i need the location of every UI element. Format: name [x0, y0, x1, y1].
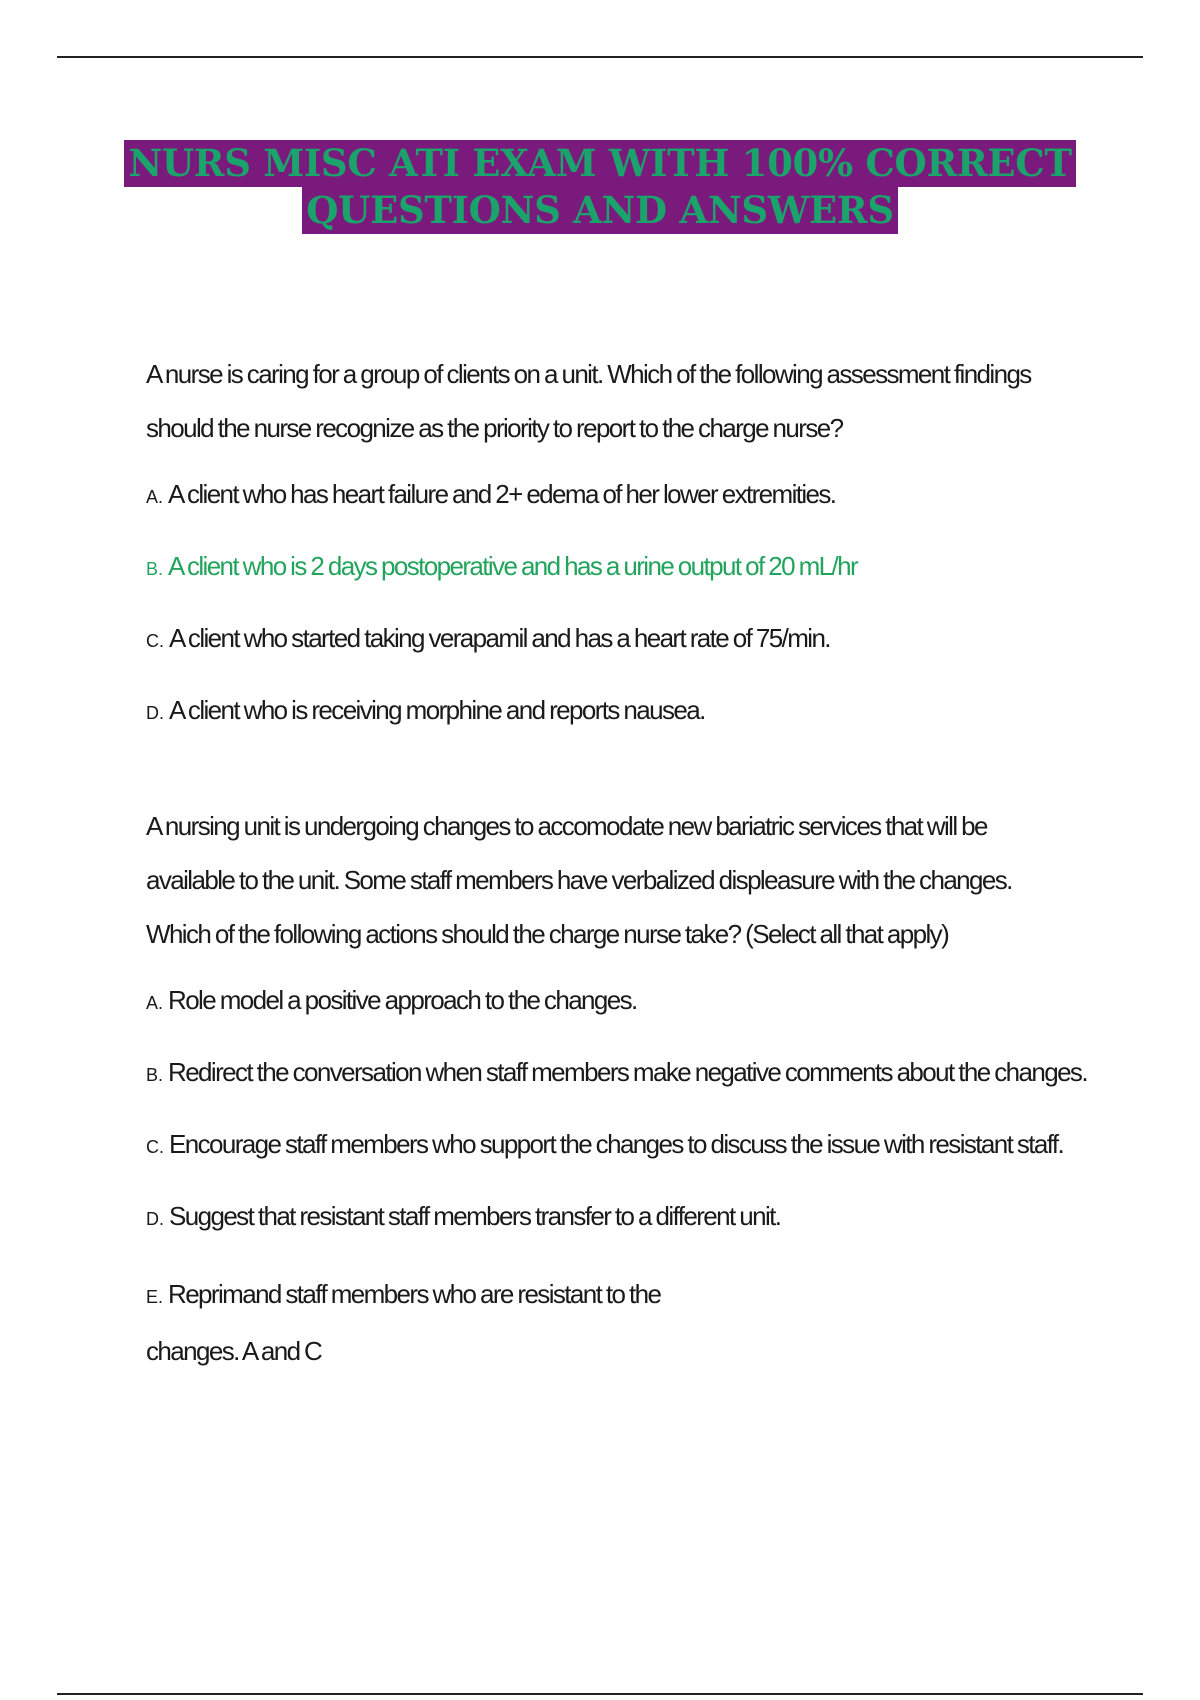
option-letter: B. [146, 1065, 164, 1085]
question-2-line-3: Which of the following actions should the charge nurse take? (Select all that apply) [146, 919, 949, 949]
question-1-option-a [146, 473, 1106, 545]
question-1-option-b-correct [146, 545, 1106, 617]
header-rule [57, 56, 1143, 58]
question-2-line-1: A nursing unit is undergoing changes to accomodate new bariatric services that will be [146, 811, 987, 841]
title-line-1: NURS MISC ATI EXAM WITH 100% CORRECT [124, 140, 1075, 187]
option-text: Redirect the conversation when staff members make negative comments about the changes. [168, 1057, 1087, 1087]
title-line-2: QUESTIONS AND ANSWERS [302, 187, 898, 234]
question-2 [146, 799, 1106, 1378]
question-2-line-2: available to the unit. Some staff members have verbalized displeasure with the changes. [146, 865, 1012, 895]
footer-rule [57, 1693, 1143, 1695]
document-title [0, 140, 1200, 234]
option-text: A client who is receiving morphine and reports nausea. [169, 695, 705, 725]
option-letter: D. [146, 703, 164, 723]
question-1 [146, 347, 1106, 761]
question-1-text [146, 347, 1106, 455]
option-text: Reprimand staff members who are resistant to the [168, 1279, 661, 1309]
option-text: Suggest that resistant staff members transfer to a different unit. [169, 1201, 781, 1231]
question-2-text [146, 799, 1106, 961]
option-letter: D. [146, 1209, 164, 1229]
option-text: A client who has heart failure and 2+ edema of her lower extremities. [168, 479, 836, 509]
option-text: A client who started taking verapamil and has a heart rate of 75/min. [169, 623, 830, 653]
option-letter: E. [146, 1287, 164, 1307]
option-letter: C. [146, 631, 164, 651]
question-1-option-d [146, 689, 1106, 761]
option-text: A client who is 2 days postoperative and has a urine output of 20 mL/hr [168, 551, 858, 581]
option-letter: A. [146, 487, 164, 507]
question-2-option-c [146, 1123, 1106, 1195]
option-text: Encourage staff members who support the changes to discuss the issue with resistant staff. [169, 1129, 1064, 1159]
question-1-line-2: should the nurse recognize as the priority to report to the charge nurse? [146, 413, 843, 443]
option-text: Role model a positive approach to the changes. [168, 985, 637, 1015]
question-2-option-b [146, 1051, 1106, 1123]
document-body [146, 347, 1106, 1378]
option-letter: B. [146, 559, 164, 579]
option-letter: A. [146, 993, 164, 1013]
question-2-option-d [146, 1195, 1106, 1267]
question-1-line-1: A nurse is caring for a group of clients on a unit. Which of the following assessment findings [146, 359, 1031, 389]
option-letter: C. [146, 1137, 164, 1157]
answer-key: changes. A and C [146, 1336, 322, 1366]
question-2-option-e [146, 1267, 1106, 1378]
question-1-option-c [146, 617, 1106, 689]
question-2-option-a [146, 979, 1106, 1051]
